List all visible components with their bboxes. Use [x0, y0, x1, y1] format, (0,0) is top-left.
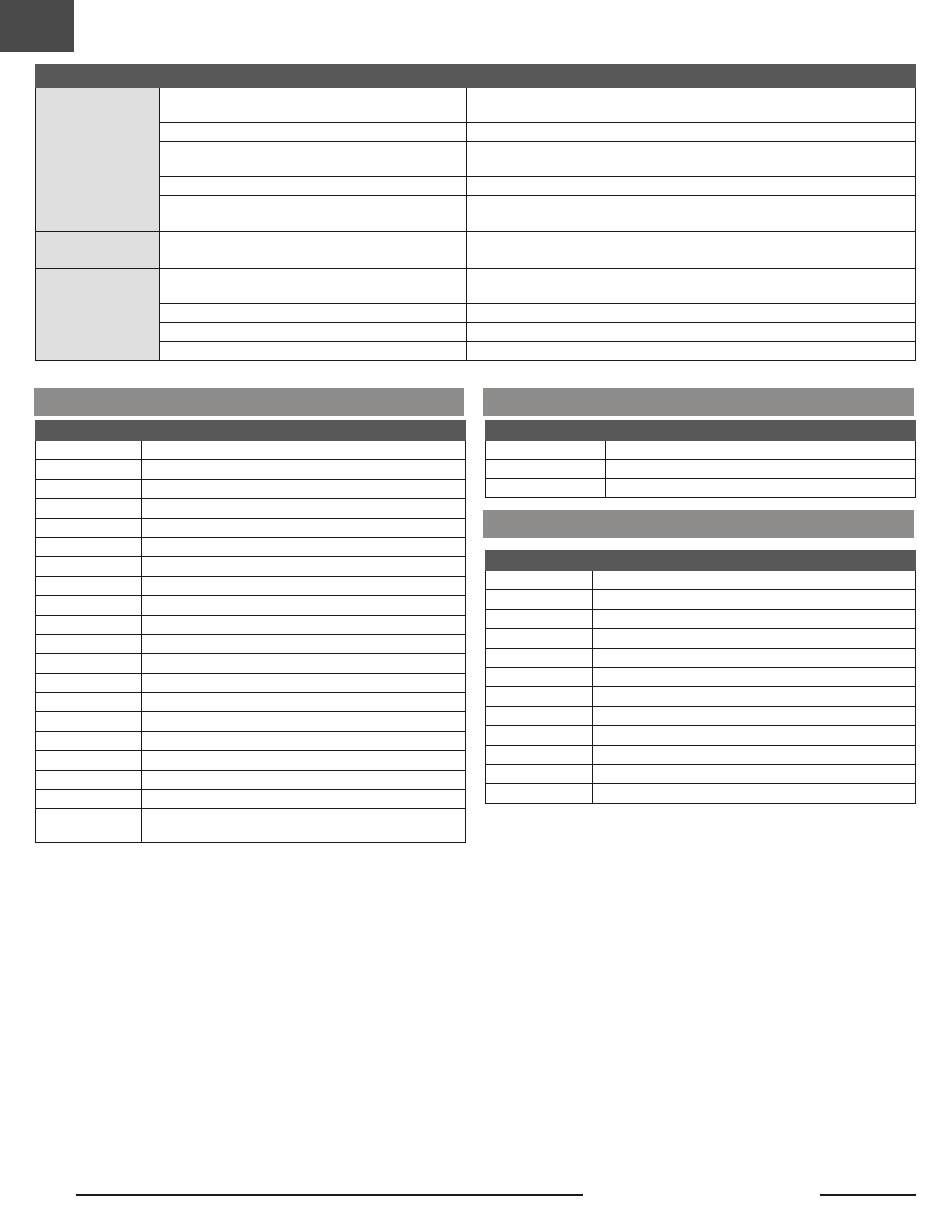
- table-row: [36, 142, 916, 177]
- footer-rule: [76, 1194, 583, 1196]
- table-row: [36, 634, 466, 653]
- table-row: [486, 648, 916, 667]
- table-cell: [593, 590, 916, 609]
- table-row: [36, 770, 466, 789]
- table-row: [36, 232, 916, 269]
- table-cell: [467, 88, 916, 123]
- table-cell: [36, 673, 142, 692]
- table-cell: [36, 809, 142, 843]
- table-row: [36, 269, 916, 304]
- table-row: [36, 731, 466, 750]
- table-cell: [36, 634, 142, 653]
- table-row: [36, 479, 466, 498]
- group-label: [36, 269, 160, 361]
- table-cell: [160, 342, 467, 361]
- table-cell: [142, 479, 466, 498]
- table-cell: [142, 460, 466, 479]
- table-cell: [142, 712, 466, 731]
- table-cell: [36, 518, 142, 537]
- table-cell: [36, 576, 142, 595]
- table-cell: [142, 537, 466, 556]
- table-row: [36, 177, 916, 196]
- page-number-rule: [820, 1194, 916, 1196]
- table-cell: [36, 460, 142, 479]
- table-row: [486, 609, 916, 628]
- table-cell: [486, 687, 593, 706]
- table-row: [36, 441, 466, 460]
- table-cell: [486, 706, 593, 725]
- table-cell: [142, 673, 466, 692]
- table-row: [36, 537, 466, 556]
- table-row: [36, 88, 916, 123]
- table-cell: [142, 693, 466, 712]
- section-tab: [0, 0, 74, 52]
- table-row: [36, 673, 466, 692]
- table-cell: [160, 123, 467, 142]
- table-cell: [593, 764, 916, 783]
- table-cell: [606, 460, 916, 479]
- table-cell: [606, 479, 916, 498]
- table-row: [486, 706, 916, 725]
- group-label: [36, 88, 160, 232]
- table-cell: [142, 654, 466, 673]
- table-row: [486, 784, 916, 803]
- table-row: [36, 304, 916, 323]
- table-cell: [593, 687, 916, 706]
- table-cell: [467, 196, 916, 232]
- table-cell: [142, 518, 466, 537]
- table-cell: [36, 751, 142, 770]
- table-header-row: [486, 551, 916, 571]
- table-cell: [593, 706, 916, 725]
- table-cell: [142, 557, 466, 576]
- table-cell: [593, 667, 916, 686]
- table-row: [36, 557, 466, 576]
- table-cell: [593, 648, 916, 667]
- table-cell: [36, 731, 142, 750]
- table-cell: [593, 629, 916, 648]
- table-cell: [160, 196, 467, 232]
- table-cell: [593, 745, 916, 764]
- table-cell: [467, 323, 916, 342]
- column-header: [36, 421, 142, 441]
- table-cell: [486, 590, 593, 609]
- table-cell: [142, 615, 466, 634]
- left-section-title-band: [34, 388, 464, 416]
- table-cell: [36, 615, 142, 634]
- group-label: [36, 232, 160, 269]
- table-row: [486, 726, 916, 745]
- table-cell: [467, 269, 916, 304]
- table-cell: [467, 342, 916, 361]
- table-row: [36, 809, 466, 843]
- table-cell: [467, 177, 916, 196]
- table-row: [36, 712, 466, 731]
- table-cell: [467, 304, 916, 323]
- table-cell: [36, 654, 142, 673]
- top-table-header-row: [36, 65, 916, 88]
- table-cell: [142, 499, 466, 518]
- table-cell: [160, 88, 467, 123]
- table-cell: [467, 123, 916, 142]
- table-cell: [160, 142, 467, 177]
- column-header: [593, 551, 916, 571]
- table-row: [36, 596, 466, 615]
- table-row: [36, 654, 466, 673]
- table-row: [36, 342, 916, 361]
- table-cell: [486, 648, 593, 667]
- table-cell: [606, 441, 916, 460]
- table-cell: [36, 693, 142, 712]
- table-row: [486, 629, 916, 648]
- table-cell: [486, 784, 593, 803]
- table-cell: [486, 479, 606, 498]
- table-cell: [593, 571, 916, 590]
- table-row: [486, 745, 916, 764]
- right-section-2-table: [485, 550, 916, 804]
- table-row: [36, 693, 466, 712]
- table-cell: [142, 751, 466, 770]
- column-header: [486, 551, 593, 571]
- table-cell: [142, 441, 466, 460]
- table-cell: [160, 304, 467, 323]
- table-cell: [142, 731, 466, 750]
- table-cell: [486, 667, 593, 686]
- table-cell: [142, 770, 466, 789]
- table-cell: [467, 232, 916, 269]
- table-cell: [36, 790, 142, 809]
- right-section-1-table: [485, 420, 916, 498]
- table-cell: [142, 576, 466, 595]
- table-row: [486, 590, 916, 609]
- table-cell: [160, 269, 467, 304]
- table-row: [36, 790, 466, 809]
- table-cell: [467, 142, 916, 177]
- table-cell: [486, 460, 606, 479]
- table-cell: [486, 764, 593, 783]
- table-cell: [36, 770, 142, 789]
- table-cell: [36, 712, 142, 731]
- table-row: [486, 687, 916, 706]
- table-row: [36, 576, 466, 595]
- table-cell: [593, 609, 916, 628]
- table-cell: [142, 634, 466, 653]
- table-cell: [160, 323, 467, 342]
- right-section-1-title-band: [483, 388, 914, 416]
- table-cell: [36, 441, 142, 460]
- table-row: [486, 571, 916, 590]
- table-row: [36, 615, 466, 634]
- table-row: [36, 751, 466, 770]
- table-row: [36, 323, 916, 342]
- table-cell: [36, 499, 142, 518]
- column-header: [606, 421, 916, 441]
- table-cell: [142, 596, 466, 615]
- table-row: [486, 764, 916, 783]
- table-row: [36, 499, 466, 518]
- table-cell: [486, 745, 593, 764]
- table-cell: [486, 609, 593, 628]
- table-cell: [36, 479, 142, 498]
- top-spec-table: [35, 64, 916, 361]
- table-cell: [36, 596, 142, 615]
- table-row: [36, 123, 916, 142]
- column-header: [486, 421, 606, 441]
- table-row: [36, 196, 916, 232]
- table-cell: [486, 726, 593, 745]
- table-cell: [486, 441, 606, 460]
- table-header-row: [36, 421, 466, 441]
- column-header: [142, 421, 466, 441]
- table-cell: [142, 809, 466, 843]
- left-section-table: [35, 420, 466, 843]
- table-row: [486, 460, 916, 479]
- table-row: [486, 441, 916, 460]
- table-cell: [36, 557, 142, 576]
- table-row: [36, 518, 466, 537]
- table-cell: [486, 571, 593, 590]
- table-cell: [36, 537, 142, 556]
- table-cell: [142, 790, 466, 809]
- table-row: [486, 479, 916, 498]
- table-cell: [160, 232, 467, 269]
- table-cell: [160, 177, 467, 196]
- table-header-row: [486, 421, 916, 441]
- top-table-header: [36, 65, 916, 88]
- table-cell: [486, 629, 593, 648]
- table-cell: [593, 784, 916, 803]
- table-cell: [593, 726, 916, 745]
- table-row: [36, 460, 466, 479]
- right-section-2-title-band: [483, 510, 914, 538]
- table-row: [486, 667, 916, 686]
